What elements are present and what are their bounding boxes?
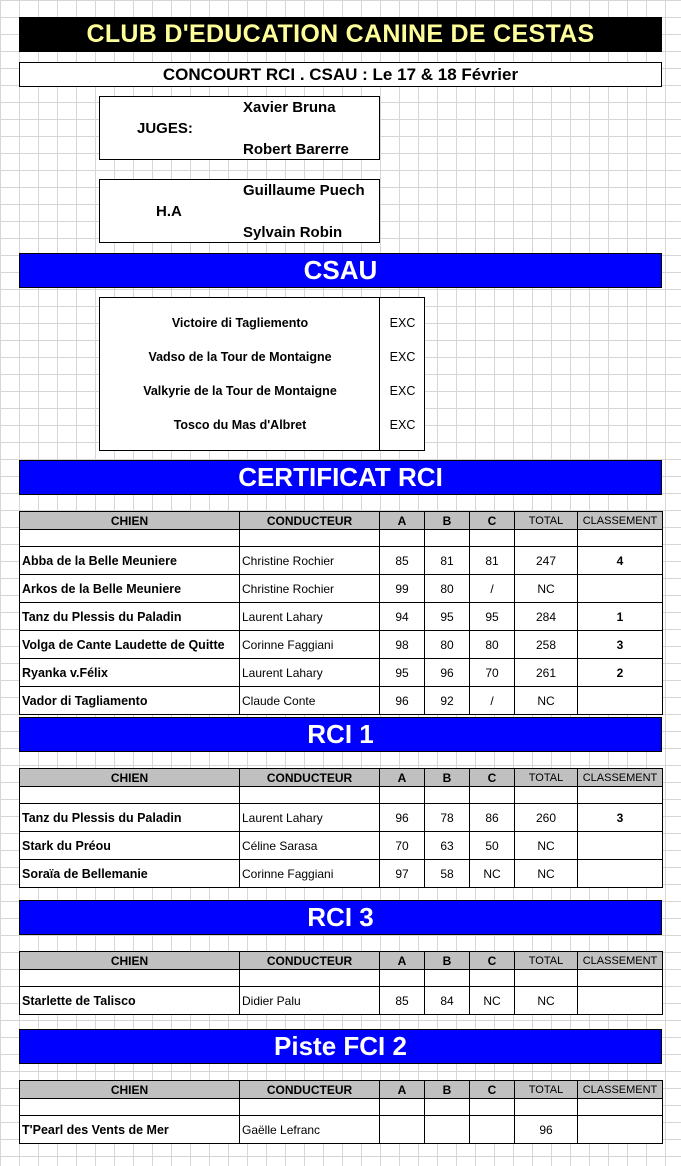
cell-classement: 4 [578, 547, 663, 575]
cell-c: 86 [470, 804, 515, 832]
cell-classement [578, 575, 663, 603]
table-header [20, 512, 663, 530]
piste-banner: Piste FCI 2 [19, 1029, 662, 1064]
cell-b: 63 [425, 832, 470, 860]
cell-chien: Starlette de Talisco [20, 987, 240, 1015]
col-a: A [380, 769, 425, 787]
certificat-banner: CERTIFICAT RCI [19, 460, 662, 495]
cell-b: 84 [425, 987, 470, 1015]
csau-result: EXC [389, 350, 416, 364]
cell-chien: T'Pearl des Vents de Mer [20, 1116, 240, 1144]
col-b: B [425, 952, 470, 970]
cell-chien: Arkos de la Belle Meuniere [20, 575, 240, 603]
col-c: C [470, 512, 515, 530]
csau-result: EXC [389, 418, 416, 432]
cell-classement [578, 1116, 663, 1144]
csau-row [100, 408, 425, 442]
juge-name-2: Robert Barerre [243, 141, 349, 158]
cell-a: 99 [380, 575, 425, 603]
juge-name-1: Xavier Bruna [243, 99, 336, 116]
col-conducteur: CONDUCTEUR [240, 1081, 380, 1099]
col-a: A [380, 512, 425, 530]
table-row [20, 687, 663, 715]
csau-dog-name: Victoire di Tagliemento [171, 316, 309, 330]
cell-b: 80 [425, 575, 470, 603]
cell-conducteur: Corinne Faggiani [240, 860, 380, 888]
cell-conducteur: Laurent Lahary [240, 659, 380, 687]
col-b: B [425, 769, 470, 787]
csau-banner: CSAU [19, 253, 662, 288]
rci1-table [19, 768, 663, 888]
cell-chien: Stark du Préou [20, 832, 240, 860]
cell-b: 92 [425, 687, 470, 715]
table-row [20, 860, 663, 888]
cell-classement [578, 860, 663, 888]
ha-box [99, 179, 380, 243]
cell-b: 58 [425, 860, 470, 888]
col-conducteur: CONDUCTEUR [240, 512, 380, 530]
cell-total: 96 [515, 1116, 578, 1144]
col-conducteur: CONDUCTEUR [240, 952, 380, 970]
cell-conducteur: Christine Rochier [240, 547, 380, 575]
col-c: C [470, 1081, 515, 1099]
ha-label: H.A [156, 203, 182, 220]
col-total: TOTAL [515, 1081, 578, 1099]
cell-classement [578, 987, 663, 1015]
cell-a: 97 [380, 860, 425, 888]
cell-conducteur: Didier Palu [240, 987, 380, 1015]
cell-total: 258 [515, 631, 578, 659]
cell-classement: 3 [578, 631, 663, 659]
ha-name-2: Sylvain Robin [243, 224, 343, 241]
col-b: B [425, 1081, 470, 1099]
cell-conducteur: Gaëlle Lefranc [240, 1116, 380, 1144]
cell-classement [578, 832, 663, 860]
certificat-table [19, 511, 663, 715]
juges-box [99, 96, 380, 160]
cell-c: NC [470, 860, 515, 888]
cell-total: 260 [515, 804, 578, 832]
table-row [20, 603, 663, 631]
table-row [20, 631, 663, 659]
col-conducteur: CONDUCTEUR [240, 769, 380, 787]
col-classement: CLASSEMENT [578, 1081, 663, 1099]
cell-b [425, 1116, 470, 1144]
cell-total: NC [515, 832, 578, 860]
col-a: A [380, 952, 425, 970]
ha-name-1: Guillaume Puech [243, 182, 365, 199]
csau-dog-name: Tosco du Mas d'Albret [173, 418, 307, 432]
cell-c: 50 [470, 832, 515, 860]
cell-conducteur: Céline Sarasa [240, 832, 380, 860]
table-row [20, 1116, 663, 1144]
cell-c: 95 [470, 603, 515, 631]
cell-total: NC [515, 987, 578, 1015]
csau-row [100, 340, 425, 374]
cell-a: 94 [380, 603, 425, 631]
cell-total: 284 [515, 603, 578, 631]
club-title: CLUB D'EDUCATION CANINE DE CESTAS [19, 17, 662, 52]
col-total: TOTAL [515, 512, 578, 530]
cell-c: 80 [470, 631, 515, 659]
cell-a: 98 [380, 631, 425, 659]
cell-classement [578, 687, 663, 715]
cell-conducteur: Corinne Faggiani [240, 631, 380, 659]
table-header [20, 1081, 663, 1099]
col-classement: CLASSEMENT [578, 769, 663, 787]
cell-chien: Abba de la Belle Meuniere [20, 547, 240, 575]
cell-c [470, 1116, 515, 1144]
col-a: A [380, 1081, 425, 1099]
cell-b: 95 [425, 603, 470, 631]
cell-a [380, 1116, 425, 1144]
cell-a: 85 [380, 987, 425, 1015]
col-chien: CHIEN [20, 512, 240, 530]
table-row [20, 832, 663, 860]
col-b: B [425, 512, 470, 530]
cell-a: 70 [380, 832, 425, 860]
rci3-banner: RCI 3 [19, 900, 662, 935]
cell-chien: Tanz du Plessis du Paladin [20, 804, 240, 832]
csau-row [100, 374, 425, 408]
rci1-banner: RCI 1 [19, 717, 662, 752]
cell-a: 96 [380, 804, 425, 832]
rci3-table [19, 951, 663, 1015]
cell-conducteur: Laurent Lahary [240, 804, 380, 832]
csau-result: EXC [389, 384, 416, 398]
cell-total: 261 [515, 659, 578, 687]
col-total: TOTAL [515, 769, 578, 787]
table-header [20, 952, 663, 970]
table-row [20, 987, 663, 1015]
col-chien: CHIEN [20, 952, 240, 970]
cell-classement: 2 [578, 659, 663, 687]
cell-c: NC [470, 987, 515, 1015]
cell-classement: 3 [578, 804, 663, 832]
cell-c: 70 [470, 659, 515, 687]
cell-chien: Ryanka v.Félix [20, 659, 240, 687]
competition-subtitle: CONCOURT RCI . CSAU : Le 17 & 18 Février [19, 62, 662, 87]
col-c: C [470, 952, 515, 970]
cell-conducteur: Laurent Lahary [240, 603, 380, 631]
cell-chien: Volga de Cante Laudette de Quitte [20, 631, 240, 659]
cell-c: 81 [470, 547, 515, 575]
cell-c: / [470, 575, 515, 603]
cell-total: 247 [515, 547, 578, 575]
cell-chien: Tanz du Plessis du Paladin [20, 603, 240, 631]
col-c: C [470, 769, 515, 787]
cell-classement: 1 [578, 603, 663, 631]
col-total: TOTAL [515, 952, 578, 970]
cell-c: / [470, 687, 515, 715]
cell-conducteur: Christine Rochier [240, 575, 380, 603]
cell-conducteur: Claude Conte [240, 687, 380, 715]
cell-a: 96 [380, 687, 425, 715]
table-row [20, 575, 663, 603]
cell-total: NC [515, 687, 578, 715]
cell-chien: Vador di Tagliamento [20, 687, 240, 715]
csau-result: EXC [389, 316, 416, 330]
cell-b: 80 [425, 631, 470, 659]
cell-b: 81 [425, 547, 470, 575]
col-chien: CHIEN [20, 1081, 240, 1099]
piste-table [19, 1080, 663, 1144]
cell-chien: Soraïa de Bellemanie [20, 860, 240, 888]
table-row [20, 804, 663, 832]
csau-row [100, 306, 425, 340]
cell-b: 96 [425, 659, 470, 687]
cell-b: 78 [425, 804, 470, 832]
cell-a: 85 [380, 547, 425, 575]
csau-dog-name: Vadso de la Tour de Montaigne [148, 350, 332, 364]
col-classement: CLASSEMENT [578, 512, 663, 530]
col-classement: CLASSEMENT [578, 952, 663, 970]
table-row [20, 547, 663, 575]
table-row [20, 659, 663, 687]
cell-total: NC [515, 860, 578, 888]
cell-total: NC [515, 575, 578, 603]
cell-a: 95 [380, 659, 425, 687]
csau-dog-name: Valkyrie de la Tour de Montaigne [143, 384, 337, 398]
col-chien: CHIEN [20, 769, 240, 787]
table-header [20, 769, 663, 787]
juges-label: JUGES: [137, 120, 193, 137]
